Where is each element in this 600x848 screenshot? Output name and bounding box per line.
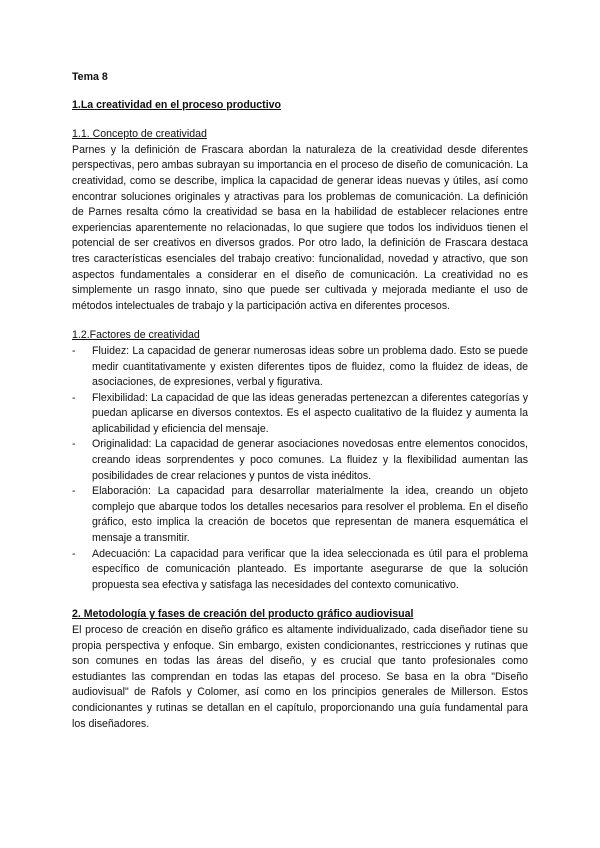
section-2 [72,607,528,732]
subsection-1-1-heading: 1.1. Concepto de creatividad [72,128,207,141]
section-2-paragraph: El proceso de creación en diseño gráfico es altamente individualizado, cada diseñador tiene su propia perspectiva y enfoque. Sin embargo, existen condicionantes, restricciones y rutinas que son comunes en todas las áreas del diseño, y es crucial que tanto profesionales como estudiantes las comprendan en todas las etapas del proceso. Se basa en la obra "Diseño audiovisual" de Rafols y Colomer, así como en los principios generales de Millerson. Estos condicionantes y rutinas se detallan en el capítulo, proporcionando una guía fundamental para los diseñadores. [72,624,528,730]
bullet-dash: - [72,485,76,498]
list-item [72,391,528,438]
list-item [72,484,528,546]
subsection-1-1 [72,127,528,314]
bullet-dash: - [72,391,76,404]
subsection-1-2-heading: 1.2.Factores de creatividad [72,329,200,342]
section-2-heading: 2. Metodología y fases de creación del producto gráfico audiovisual [72,608,414,621]
factor-originalidad: Originalidad: La capacidad de generar asociaciones novedosas entre elementos conocidos, creando ideas sorprendentes y poco comunes. La fluidez y la flexibilidad aumentan las posibilidades de crear relaciones y puntos de vista inéditos. [92,438,528,482]
factor-fluidez: Fluidez: La capacidad de generar numerosas ideas sobre un problema dado. Esto se puede medir cuantitativamente y existen diferentes tipos de fluidez, como la fluidez de ideas, de asociaciones, de expresiones, verbal y figurativa. [92,344,528,389]
factor-adecuacion: Adecuación: La capacidad para verificar que la idea seleccionada es útil para el problema específico de comunicación planteado. Es importante asegurarse de que la solución propuesta sea efectiva y satisfaga las necesidades del contexto comunicativo. [92,547,528,591]
list-item [72,547,528,594]
factor-elaboracion: Elaboración: La capacidad para desarrollar materialmente la idea, creando un objeto complejo que abarque todos los detalles necesarios para resolver el problema. En el diseño gráfico, esto implica la creación de bocetos que representan de manera esquemática el mensaje a transmitir. [92,485,528,545]
factors-list [72,344,528,594]
bullet-dash: - [72,547,76,560]
list-item [72,437,528,484]
list-item [72,344,528,391]
factor-flexibilidad: Flexibilidad: La capacidad de que las ideas generadas pertenezcan a diferentes categorías y puedan aplicarse en diversos contextos. Es el aspecto cualitativo de la fluidez y aumenta la aplicabilidad y eficiencia del mensaje. [92,391,528,435]
subsection-1-2 [72,328,528,593]
subsection-1-1-paragraph: Parnes y la definición de Frascara abordan la naturaleza de la creatividad desde diferentes perspectivas, pero ambas subrayan su importancia en el proceso de diseño de comunicación. La creatividad, como se describe, implica la capacidad de generar ideas nuevas y útiles, así como encontrar soluciones originales y atractivas para los problemas de comunicación. La definición de Parnes resalta cómo la creatividad se basa en la habilidad de establecer relaciones entre experiencias aparentemente no relacionadas, lo que sugiere que todos los individuos tienen el potencial de ser creativos en diversos grados. Por otro lado, la definición de Frascara destaca tres características esenciales del trabajo creativo: funcionalidad, novedad y atractivo, que son aspectos fundamentales a considerar en el diseño de comunicación. La creatividad no es simplemente un rasgo innato, sino que puede ser cultivada y mejorada mediante el uso de métodos intelectuales de trabajo y la participación activa en diferentes procesos. [72,143,528,312]
topic-label: Tema 8 [72,71,108,83]
bullet-dash: - [72,438,76,451]
bullet-dash: - [72,344,76,357]
document-page [72,70,528,746]
section-1-heading: 1.La creatividad en el proceso productivo [72,98,281,111]
